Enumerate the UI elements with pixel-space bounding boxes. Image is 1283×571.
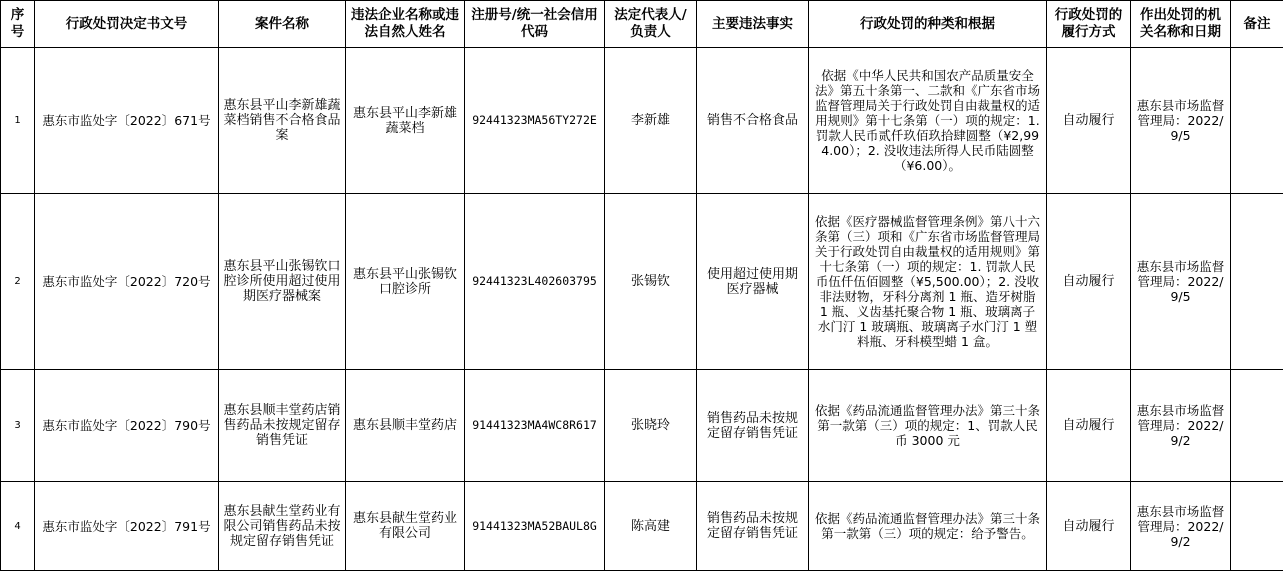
cell-party: 惠东县平山张锡钦口腔诊所 <box>346 194 465 370</box>
cell-representative: 张晓玲 <box>605 370 697 482</box>
header-fulfillment: 行政处罚的履行方式 <box>1047 1 1131 48</box>
cell-index: 1 <box>1 48 35 194</box>
cell-authority: 惠东县市场监督管理局：2022/9/2 <box>1131 370 1231 482</box>
cell-index: 2 <box>1 194 35 370</box>
header-violation: 主要违法事实 <box>697 1 809 48</box>
cell-violation: 销售药品未按规定留存销售凭证 <box>697 370 809 482</box>
header-basis: 行政处罚的种类和根据 <box>809 1 1047 48</box>
cell-fulfillment: 自动履行 <box>1047 48 1131 194</box>
cell-party: 惠东县平山李新雄蔬菜档 <box>346 48 465 194</box>
cell-remark <box>1231 194 1283 370</box>
table-row <box>1 194 1283 370</box>
cell-violation: 销售不合格食品 <box>697 48 809 194</box>
cell-doc-number: 惠东市监处字〔2022〕791号 <box>35 482 219 571</box>
cell-authority: 惠东县市场监督管理局：2022/9/2 <box>1131 482 1231 571</box>
cell-credit-code: 92441323MA56TY272E <box>465 48 605 194</box>
cell-remark <box>1231 482 1283 571</box>
cell-index: 3 <box>1 370 35 482</box>
cell-representative: 李新雄 <box>605 48 697 194</box>
cell-party: 惠东县献生堂药业有限公司 <box>346 482 465 571</box>
cell-authority: 惠东县市场监督管理局：2022/9/5 <box>1131 48 1231 194</box>
cell-basis: 依据《药品流通监督管理办法》第三十条第一款第（三）项的规定：给予警告。 <box>809 482 1047 571</box>
cell-case-name: 惠东县平山李新雄蔬菜档销售不合格食品案 <box>219 48 346 194</box>
cell-case-name: 惠东县平山张锡钦口腔诊所使用超过使用期医疗器械案 <box>219 194 346 370</box>
cell-fulfillment: 自动履行 <box>1047 194 1131 370</box>
cell-credit-code: 92441323L402603795 <box>465 194 605 370</box>
cell-doc-number: 惠东市监处字〔2022〕720号 <box>35 194 219 370</box>
cell-fulfillment: 自动履行 <box>1047 370 1131 482</box>
cell-basis: 依据《药品流通监督管理办法》第三十条第一款第（三）项的规定：1、罚款人民币 3000 元 <box>809 370 1047 482</box>
cell-violation: 使用超过使用期医疗器械 <box>697 194 809 370</box>
header-credit-code: 注册号/统一社会信用代码 <box>465 1 605 48</box>
header-authority: 作出处罚的机关名称和日期 <box>1131 1 1231 48</box>
cell-remark <box>1231 370 1283 482</box>
cell-case-name: 惠东县顺丰堂药店销售药品未按规定留存销售凭证 <box>219 370 346 482</box>
cell-representative: 陈高建 <box>605 482 697 571</box>
cell-credit-code: 91441323MA4WC8R617 <box>465 370 605 482</box>
header-index: 序号 <box>1 1 35 48</box>
cell-basis: 依据《中华人民共和国农产品质量安全法》第五十条第一、二款和《广东省市场监督管理局关于行政处罚自由裁量权的适用规则》第十七条第（一）项的规定：1. 罚款人民币贰仟玖佰玖拾肆圆整（¥2,994.00）；2. 没收违法所得人民币陆圆整（¥6.00）。 <box>809 48 1047 194</box>
header-representative: 法定代表人/负责人 <box>605 1 697 48</box>
table-row <box>1 370 1283 482</box>
cell-credit-code: 91441323MA52BAUL8G <box>465 482 605 571</box>
header-doc-number: 行政处罚决定书文号 <box>35 1 219 48</box>
cell-party: 惠东县顺丰堂药店 <box>346 370 465 482</box>
header-row <box>1 1 1283 48</box>
cell-doc-number: 惠东市监处字〔2022〕790号 <box>35 370 219 482</box>
cell-fulfillment: 自动履行 <box>1047 482 1131 571</box>
cell-remark <box>1231 48 1283 194</box>
cell-violation: 销售药品未按规定留存销售凭证 <box>697 482 809 571</box>
cell-index: 4 <box>1 482 35 571</box>
table-row <box>1 482 1283 571</box>
header-remark: 备注 <box>1231 1 1283 48</box>
cell-basis: 依据《医疗器械监督管理条例》第八十六条第（三）项和《广东省市场监督管理局关于行政处罚自由裁量权的适用规则》第十七条第（一）项的规定：1. 罚款人民币伍仟伍佰圆整（¥5,500.00）；2. 没收非法财物，牙科分离剂 1 瓶、造牙树脂 1 瓶、义齿基托聚合物 1 瓶、玻璃离子水门汀 1 玻璃瓶、玻璃离子水门汀 1 塑料瓶、牙科模型蜡 1 盒。 <box>809 194 1047 370</box>
cell-doc-number: 惠东市监处字〔2022〕671号 <box>35 48 219 194</box>
header-case-name: 案件名称 <box>219 1 346 48</box>
table-row <box>1 48 1283 194</box>
header-party: 违法企业名称或违法自然人姓名 <box>346 1 465 48</box>
cell-case-name: 惠东县献生堂药业有限公司销售药品未按规定留存销售凭证 <box>219 482 346 571</box>
cell-representative: 张锡钦 <box>605 194 697 370</box>
cell-authority: 惠东县市场监督管理局：2022/9/5 <box>1131 194 1231 370</box>
